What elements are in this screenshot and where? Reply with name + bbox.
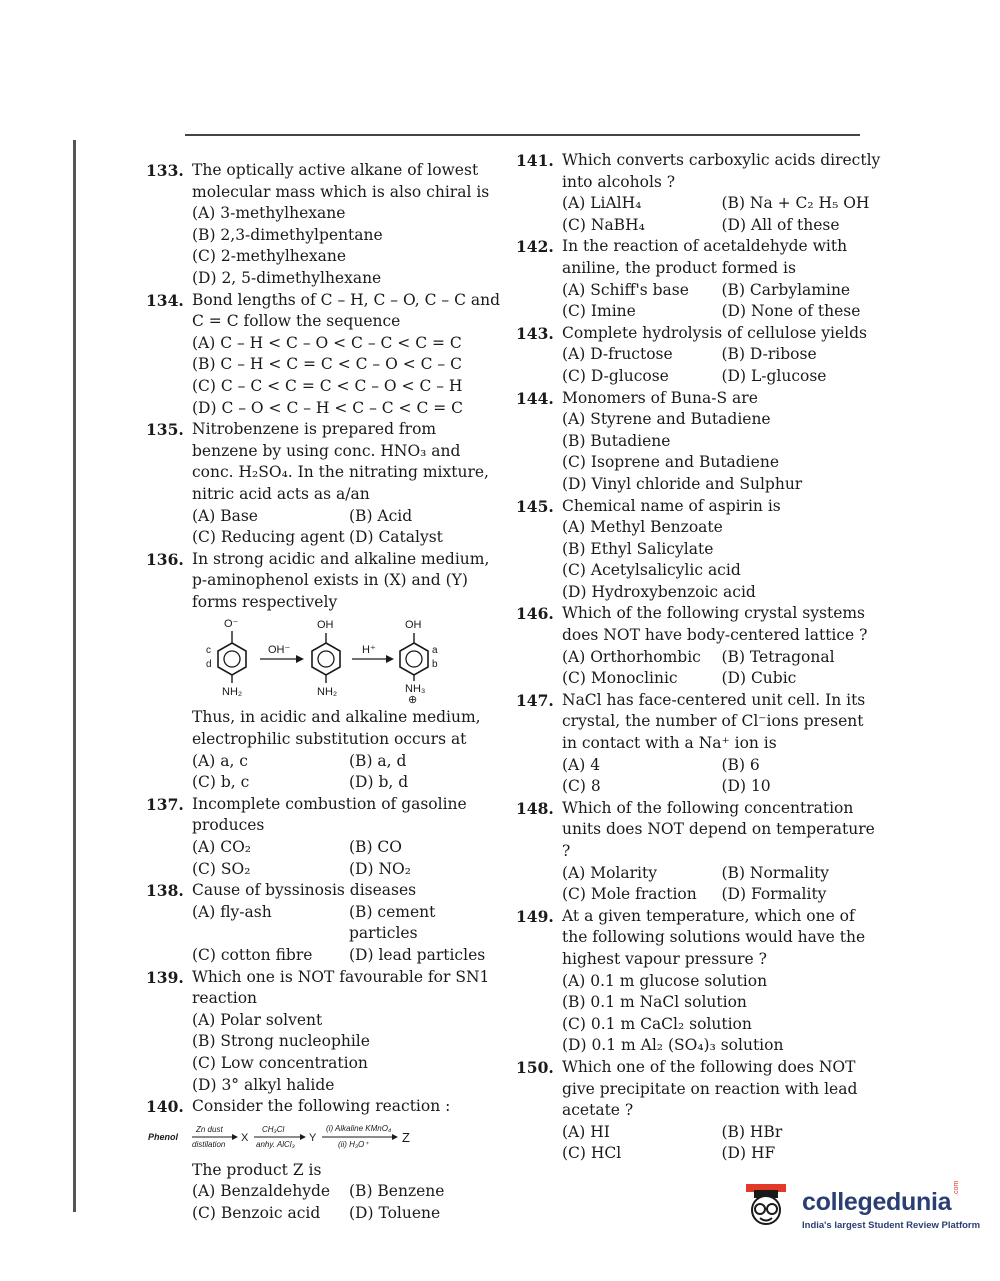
- question-137: [146, 794, 506, 880]
- options-row: [192, 527, 506, 549]
- option-d: (D) 2, 5-dimethylhexane: [192, 268, 382, 287]
- question-134: [146, 290, 506, 420]
- question-number: 148.: [516, 798, 554, 818]
- question-stem: Bond lengths of C – H, C – O, C – C and C = C follow the sequence: [192, 290, 501, 331]
- option-d: (D) All of these: [721, 215, 840, 234]
- question-140: [146, 1096, 506, 1224]
- option-a: (A) Benzaldehyde: [192, 1182, 331, 1201]
- options-row: [562, 301, 881, 323]
- option-d: (D) 0.1 m Al₂ (SO₄)₃ solution: [562, 1036, 784, 1055]
- question-number: 134.: [146, 290, 184, 310]
- option-d: (D) lead particles: [349, 946, 486, 964]
- options: [562, 409, 881, 495]
- options-row: [562, 215, 881, 237]
- option-a: (A) Molarity: [562, 863, 657, 882]
- option-c: (C) Benzoic acid: [192, 1203, 321, 1222]
- label-plus: ⊕: [408, 694, 418, 707]
- option-a: (A) CO₂: [192, 838, 251, 857]
- options-row: [562, 280, 881, 302]
- reaction-scheme-diagram: [148, 1122, 512, 1156]
- option-c: (C) 2-methylhexane: [192, 247, 347, 266]
- question-stem: Which of the following concentration units does NOT depend on temperature ?: [562, 798, 875, 860]
- question-135: [146, 419, 506, 549]
- arrow-2-label: H⁺: [362, 644, 376, 657]
- question-tail: Thus, in acidic and alkaline medium, electrophilic substitution occurs at: [192, 708, 481, 749]
- rx-y: Y: [309, 1131, 317, 1144]
- options-row: [192, 902, 506, 945]
- options: [562, 971, 881, 1057]
- option-c: (C) SO₂: [192, 859, 251, 878]
- option-d: (D) 10: [721, 777, 771, 796]
- question-stem: NaCl has face-centered unit cell. In its crystal, the number of Cl⁻ions present in contact with a Na⁺ ion is: [562, 690, 866, 753]
- label-top-left: O⁻: [224, 618, 239, 631]
- label-bottom-right: NH₃: [405, 683, 426, 696]
- option-b: (B) a, d: [349, 751, 407, 770]
- question-147: [516, 690, 881, 798]
- options-row: [562, 1122, 881, 1144]
- option-c: (C) Reducing agent: [192, 528, 345, 547]
- question-stem: Which of the following crystal systems does NOT have body-centered lattice ?: [562, 604, 868, 645]
- option-b: (B) 6: [721, 755, 760, 774]
- option-a: (A) a, c: [192, 751, 248, 770]
- arrow-2-head: [386, 655, 394, 663]
- option-a: (A) HI: [562, 1122, 610, 1141]
- option-a: (A) C – H < C – O < C – C < C = C: [192, 333, 462, 352]
- rx-z: Z: [402, 1129, 410, 1145]
- question-stem: Cause of byssinosis diseases: [192, 881, 417, 900]
- aminophenol-scheme-diagram: [192, 615, 492, 707]
- question-number: 137.: [146, 794, 184, 814]
- label-b: b: [432, 659, 438, 671]
- option-d: (D) NO₂: [349, 859, 411, 878]
- options-row: [192, 772, 506, 794]
- option-c: (C) 8: [562, 777, 601, 796]
- option-a: (A) 0.1 m glucose solution: [562, 971, 768, 990]
- aminophenol-scheme: [192, 615, 506, 707]
- question-stem: Which converts carboxylic acids directly into alcohols ?: [562, 151, 881, 191]
- option-c: (C) NaBH₄: [562, 215, 645, 234]
- binding-edge: [73, 140, 76, 1212]
- option-c: (C) Low concentration: [192, 1053, 368, 1072]
- question-number: 142.: [516, 237, 554, 257]
- rx-start: Phenol: [148, 1131, 179, 1142]
- option-a: (A) Methyl Benzoate: [562, 518, 723, 537]
- option-d: (D) 3° alkyl halide: [192, 1075, 335, 1094]
- option-d: (D) Cubic: [721, 669, 797, 688]
- question-150: [516, 1057, 881, 1165]
- option-c: (C) C – C < C = C < C – O < C – H: [192, 376, 463, 395]
- option-b: (B) D-ribose: [721, 345, 817, 364]
- option-d: (D) L-glucose: [721, 366, 827, 385]
- options-row: [562, 1143, 881, 1165]
- option-b: (B) Acid: [349, 506, 413, 525]
- question-stem: Which one of the following does NOT give precipitate on reaction with lead acetate ?: [562, 1057, 858, 1120]
- question-number: 140.: [146, 1097, 184, 1117]
- option-b: (B) Butadiene: [562, 431, 671, 450]
- question-stem: Consider the following reaction :: [192, 1097, 451, 1116]
- label-bottom-mid: NH₂: [317, 686, 338, 699]
- options-row: [192, 859, 506, 881]
- aromatic-circle-2: [318, 651, 334, 667]
- option-a: (A) Styrene and Butadiene: [562, 410, 771, 429]
- option-b: (B) Tetragonal: [721, 647, 835, 666]
- option-d: (D) C – O < C – H < C – C < C = C: [192, 398, 464, 417]
- options-row: [562, 863, 881, 885]
- option-d: (D) None of these: [721, 302, 861, 321]
- label-d: d: [206, 659, 212, 671]
- benzene-ring-3: [400, 643, 428, 675]
- option-a: (A) LiAlH₄: [562, 194, 642, 213]
- option-c: (C) 0.1 m CaCl₂ solution: [562, 1014, 752, 1033]
- question-139: [146, 967, 506, 1097]
- rx-arrow-2-head: [300, 1134, 306, 1140]
- question-number: 139.: [146, 967, 184, 987]
- question-stem: In the reaction of acetaldehyde with aniline, the product formed is: [562, 237, 848, 277]
- options-row: [192, 1181, 506, 1203]
- arrow-1-head: [296, 655, 304, 663]
- question-138: [146, 880, 506, 966]
- options-row: [192, 751, 506, 773]
- question-number: 145.: [516, 496, 554, 516]
- top-rule: [185, 134, 860, 136]
- arrow-1-label: OH⁻: [268, 644, 291, 657]
- rx-step3-bottom: (ii) H₃O⁺: [338, 1139, 369, 1149]
- aromatic-circle-1: [224, 651, 240, 667]
- question-stem: The optically active alkane of lowest molecular mass which is also chiral is: [192, 161, 490, 201]
- options-row: [562, 884, 881, 906]
- question-tail: The product Z is: [192, 1160, 322, 1179]
- question-133: [146, 160, 506, 290]
- options-row: [192, 945, 506, 967]
- question-stem: Complete hydrolysis of cellulose yields: [562, 323, 867, 342]
- rx-step1-top: Zn dust: [196, 1124, 223, 1134]
- reaction-scheme: [148, 1122, 506, 1156]
- option-b: (B) Ethyl Salicylate: [562, 539, 714, 558]
- question-stem: In strong acidic and alkaline medium, p-aminophenol exists in (X) and (Y) forms respectively: [192, 549, 490, 611]
- question-142: [516, 236, 881, 322]
- question-number: 136.: [146, 549, 184, 569]
- option-b: (B) Carbylamine: [721, 280, 851, 299]
- options: [562, 517, 881, 603]
- option-c: (C) D-glucose: [562, 366, 669, 385]
- option-a: (A) fly-ash: [192, 902, 272, 921]
- brand-domain-suffix: .com: [953, 1180, 960, 1196]
- option-b: (B) 0.1 m NaCl solution: [562, 993, 747, 1012]
- question-number: 146.: [516, 604, 554, 624]
- question-148: [516, 798, 881, 906]
- option-a: (A) Base: [192, 506, 258, 525]
- question-143: [516, 323, 881, 388]
- rx-x: X: [241, 1131, 249, 1144]
- options-row: [562, 776, 881, 798]
- options-row: [562, 668, 881, 690]
- collegedunia-logo: [740, 1180, 981, 1240]
- option-a: (A) 4: [562, 755, 601, 774]
- left-column: [146, 160, 506, 1225]
- option-d: (D) Formality: [721, 885, 827, 904]
- options-row: [192, 506, 506, 528]
- rx-step3-top: (i) Alkaline KMnO₄: [326, 1123, 392, 1133]
- question-number: 150.: [516, 1057, 554, 1077]
- label-c: c: [206, 645, 211, 657]
- option-b: (B) Benzene: [349, 1182, 445, 1201]
- question-number: 135.: [146, 420, 184, 440]
- option-a: (A) 3-methylhexane: [192, 204, 346, 223]
- question-stem: At a given temperature, which one of the following solutions would have the highest vapour pressure ?: [562, 906, 866, 968]
- student-mascot-icon: [740, 1180, 800, 1240]
- options: [192, 1010, 506, 1096]
- option-a: (A) Orthorhombic: [562, 647, 701, 666]
- brand-name: collegedunia: [802, 1188, 952, 1216]
- option-a: (A) D-fructose: [562, 345, 673, 364]
- question-146: [516, 603, 881, 689]
- rx-step2-top: CH₃Cl: [262, 1124, 285, 1134]
- question-number: 147.: [516, 690, 554, 710]
- question-stem: Incomplete combustion of gasoline produces: [192, 794, 467, 835]
- option-d: (D) Vinyl chloride and Sulphur: [562, 474, 803, 493]
- right-column: [516, 150, 881, 1165]
- option-c: (C) Mole fraction: [562, 885, 697, 904]
- option-b: (B) Strong nucleophile: [192, 1032, 370, 1051]
- question-144: [516, 388, 881, 496]
- option-c: (C) Isoprene and Butadiene: [562, 453, 779, 472]
- options-row: [562, 647, 881, 669]
- rx-step2-bottom: anhy. AlCl₃: [256, 1139, 295, 1149]
- option-b: (B) HBr: [721, 1122, 783, 1141]
- options: [192, 333, 506, 419]
- question-number: 144.: [516, 388, 554, 408]
- options-row: [192, 837, 506, 859]
- question-number: 141.: [516, 151, 554, 170]
- question-number: 133.: [146, 161, 184, 180]
- options-row: [562, 344, 881, 366]
- label-bottom-left: NH₂: [222, 686, 243, 699]
- option-b: (B) Na + C₂ H₅ OH: [721, 194, 870, 213]
- rx-arrow-1-head: [232, 1134, 238, 1140]
- options-row: [192, 1203, 506, 1225]
- option-c: (C) Monoclinic: [562, 669, 678, 688]
- brand-tagline: India's largest Student Review Platform: [802, 1220, 981, 1231]
- question-136: [146, 549, 506, 794]
- question-stem: Chemical name of aspirin is: [562, 496, 781, 515]
- option-d: (D) HF: [721, 1144, 776, 1163]
- option-c: (C) HCl: [562, 1144, 622, 1163]
- option-b: (B) CO: [349, 838, 402, 857]
- label-top-mid: OH: [317, 619, 334, 632]
- rx-step1-bottom: distilation: [192, 1139, 226, 1149]
- question-number: 143.: [516, 323, 554, 343]
- option-a: (A) Polar solvent: [192, 1010, 323, 1029]
- options-row: [562, 366, 881, 388]
- benzene-ring-2: [312, 643, 340, 675]
- question-149: [516, 906, 881, 1057]
- options-row: [562, 193, 881, 215]
- question-number: 149.: [516, 906, 554, 926]
- question-145: [516, 496, 881, 604]
- option-b: (B) cement particles: [349, 902, 436, 943]
- option-c: (C) b, c: [192, 773, 250, 792]
- option-c: (C) Acetylsalicylic acid: [562, 561, 741, 580]
- option-d: (D) Toluene: [349, 1203, 441, 1222]
- question-141: [516, 150, 881, 236]
- question-stem: Monomers of Buna-S are: [562, 388, 758, 407]
- question-stem: Nitrobenzene is prepared from benzene by using conc. HNO₃ and conc. H₂SO₄. In the nitrating mixture, nitric acid acts as a/an: [192, 420, 489, 503]
- options: [192, 203, 506, 289]
- question-stem: Which one is NOT favourable for SN1 reaction: [192, 967, 490, 1008]
- label-top-right: OH: [405, 619, 422, 632]
- question-number: 138.: [146, 881, 184, 901]
- rx-arrow-3-head: [392, 1134, 398, 1140]
- option-a: (A) Schiff's base: [562, 280, 689, 299]
- option-b: (B) Normality: [721, 863, 830, 882]
- option-d: (D) Catalyst: [349, 528, 443, 547]
- option-d: (D) Hydroxybenzoic acid: [562, 582, 756, 601]
- option-b: (B) C – H < C = C < C – O < C – C: [192, 355, 462, 374]
- option-c: (C) Imine: [562, 302, 636, 321]
- options-row: [562, 755, 881, 777]
- aromatic-circle-3: [406, 651, 422, 667]
- label-a: a: [432, 645, 438, 657]
- option-b: (B) 2,3-dimethylpentane: [192, 225, 383, 244]
- option-c: (C) cotton fibre: [192, 946, 313, 964]
- option-d: (D) b, d: [349, 773, 409, 792]
- benzene-ring-1: [218, 643, 246, 675]
